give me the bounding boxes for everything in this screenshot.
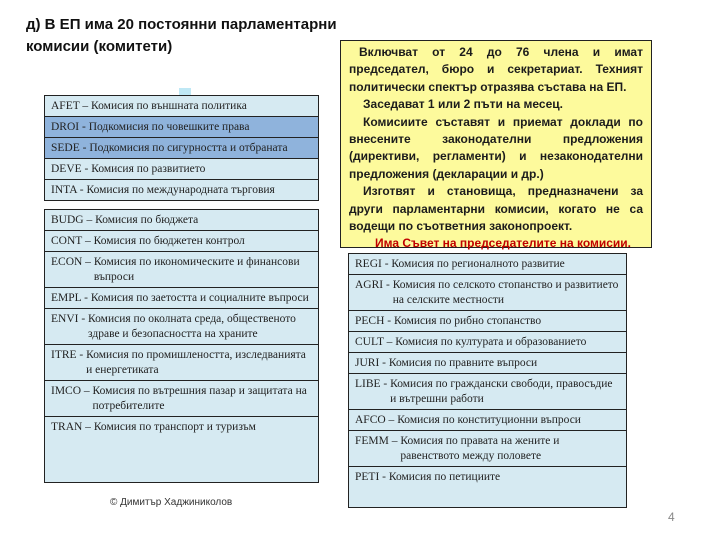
committee-row	[45, 417, 318, 437]
committee-row	[349, 353, 626, 374]
slide-title: д) В ЕП има 20 постоянни парламентарни комисии (комитети)	[26, 16, 337, 55]
committee-code: CONT –	[51, 235, 94, 247]
committee-description: Комисия по заетостта и социалните въпроси	[90, 292, 309, 304]
committee-code: INTA -	[51, 184, 87, 196]
info-highlight: Има Съвет на председателите на комисии.	[374, 236, 632, 251]
committee-code: ENVI -	[51, 313, 89, 325]
committee-row	[349, 254, 626, 275]
committee-row	[349, 431, 626, 467]
info-paragraph: Включват от 24 до 76 члена и имат председател, бюро и секретариат. Техният политически спектър отразява състава на ЕП.	[349, 45, 643, 94]
committee-description: Комисия по регионалното развитие	[391, 258, 565, 270]
committee-code: JURI -	[355, 357, 389, 369]
committee-row	[349, 311, 626, 332]
committee-code: EMPL -	[51, 292, 91, 304]
committee-code: FEMM –	[355, 435, 401, 447]
committee-code: PECH -	[355, 315, 394, 327]
committee-code: DROI -	[51, 121, 89, 133]
committee-description: Подкомисия по сигурността и отбраната	[89, 142, 288, 154]
committee-code: AFET –	[51, 100, 92, 112]
committee-description: Комисия по бюджета	[95, 214, 199, 226]
committee-row	[45, 288, 318, 309]
committee-row	[45, 138, 318, 159]
committee-row	[45, 180, 318, 200]
copyright-footer: © Димитър Хаджиниколов	[110, 497, 233, 508]
committee-row	[45, 309, 318, 345]
committee-description: Комисия по конституционни въпроси	[397, 414, 581, 426]
committee-code: TRAN –	[51, 421, 94, 433]
committee-code: DEVE -	[51, 163, 92, 175]
committee-description: Комисия по граждански свободи, правосъдие и вътрешни работи	[390, 378, 613, 405]
info-paragraph: Изготвят и становища, предназначени за други парламентарни комисии, когато не са водещи по съответния законопроект.	[349, 184, 643, 234]
committee-code: CULT –	[355, 336, 396, 348]
committee-code: ITRE -	[51, 349, 87, 361]
committee-description: Комисия по правата на жените и равенството между половете	[400, 435, 560, 462]
committee-description: Комисия по бюджетен контрол	[93, 235, 245, 247]
info-paragraph: Комисиите съставят и приемат доклади по внесените законодателни предложения (директиви, регламенти) и незаконодателни предложения (декларации и др.)	[349, 114, 643, 181]
committee-row	[45, 345, 318, 381]
committee-row	[45, 381, 318, 417]
committee-row	[349, 410, 626, 431]
committee-row	[45, 210, 318, 231]
committee-row	[349, 275, 626, 311]
committee-description: Комисия по селското стопанство и развитието на селските местности	[392, 279, 619, 306]
committee-description: Комисия по транспорт и туризъм	[93, 421, 256, 433]
committee-list-foreign-affairs	[44, 95, 319, 201]
committee-code: AGRI -	[355, 279, 393, 291]
committee-description: Комисия по икономическите и финансови въпроси	[93, 256, 300, 283]
committee-description: Комисия по вътрешния пазар и защитата на потребителите	[92, 385, 307, 412]
committee-code: PETI -	[355, 471, 389, 483]
committee-description: Комисия по околната среда, общественото здраве и безопасността на храните	[88, 313, 296, 340]
committee-description: Комисия по промишлеността, изследванията и енергетиката	[86, 349, 306, 376]
committee-description: Комисия по петициите	[388, 471, 501, 483]
committee-code: ECON –	[51, 256, 94, 268]
committee-code: LIBE -	[355, 378, 391, 390]
committee-list-budget-economy	[44, 209, 319, 483]
committee-code: IMCO –	[51, 385, 93, 397]
committee-row	[349, 467, 626, 487]
committee-row	[45, 252, 318, 288]
committee-row	[45, 96, 318, 117]
committee-description: Комисия по международната търговия	[86, 184, 275, 196]
committee-code: AFCO –	[355, 414, 398, 426]
committee-code: REGI -	[355, 258, 392, 270]
decorative-mark	[179, 88, 191, 95]
committee-row	[45, 117, 318, 138]
page-number: 4	[668, 510, 675, 524]
committee-code: BUDG –	[51, 214, 96, 226]
committee-description: Комисия по правните въпроси	[388, 357, 538, 369]
info-paragraph: Заседават 1 или 2 пъти на месец.	[363, 97, 563, 112]
committee-row	[349, 374, 626, 410]
committee-row	[349, 332, 626, 353]
committee-code: SEDE -	[51, 142, 90, 154]
committee-row	[45, 159, 318, 180]
committee-description: Комисия по културата и образованието	[395, 336, 587, 348]
committee-list-regional-rights	[348, 253, 627, 508]
info-box	[340, 40, 652, 251]
committee-description: Комисия по развитието	[91, 163, 206, 175]
committee-description: Комисия по външната политика	[91, 100, 247, 112]
committee-description: Подкомисия по човешките права	[88, 121, 250, 133]
committee-description: Комисия по рибно стопанство	[393, 315, 542, 327]
committee-row	[45, 231, 318, 252]
